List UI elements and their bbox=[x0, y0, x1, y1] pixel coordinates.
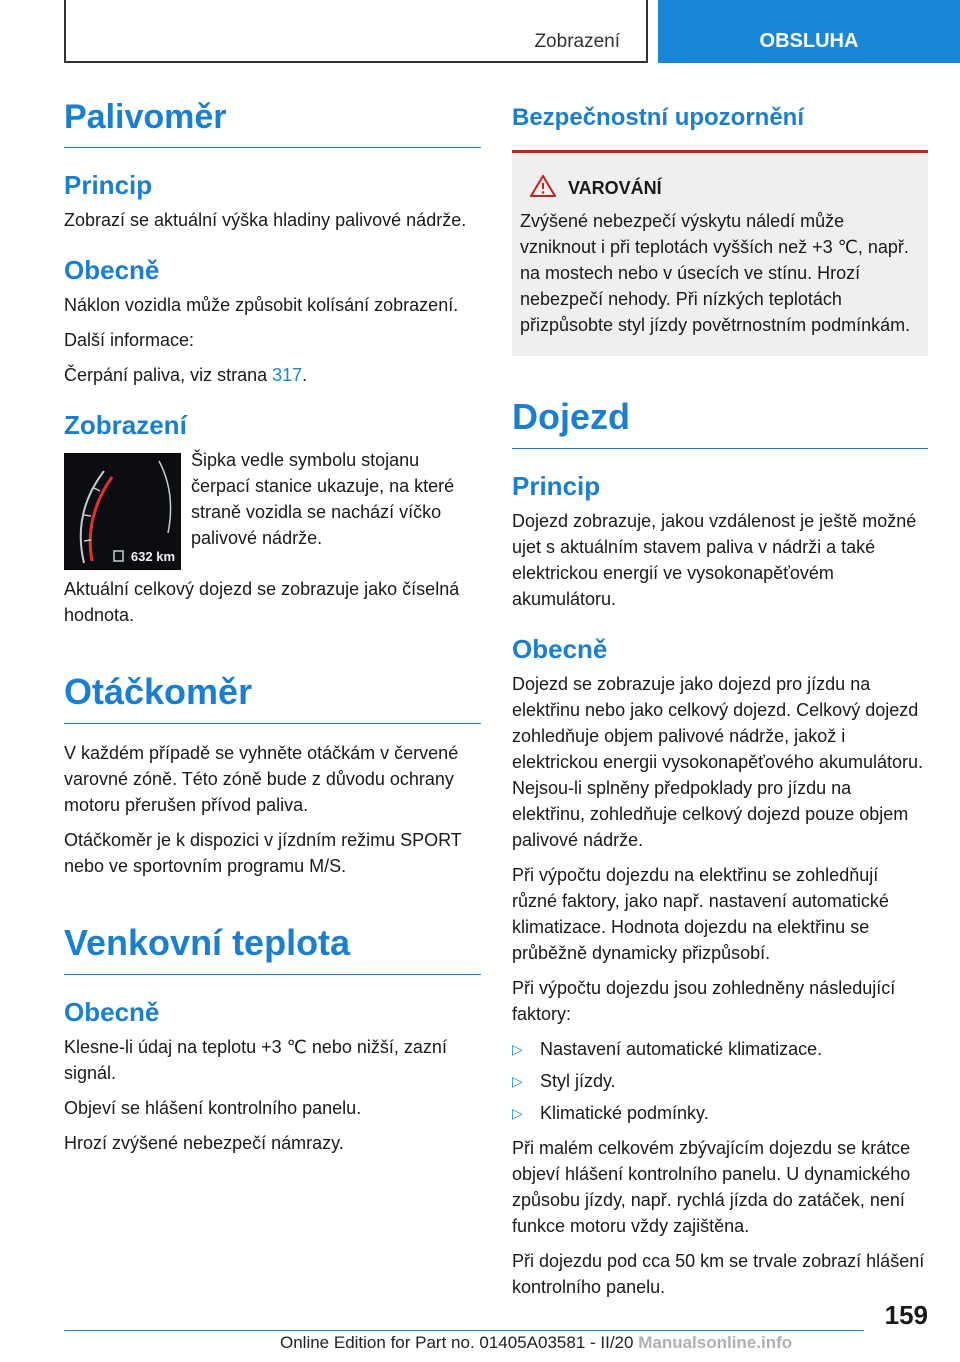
dojezd-text-after1: Při malém celkovém zbývajícím dojezdu se krátce objeví hlášení kontrolního panelu. U dynamického způsobu jízdy, např. rychlá jízda do zatáček, není funkce motoru vždy zajištěna. bbox=[512, 1138, 911, 1236]
list-item: ▷ Nastavení automatické klimatizace. bbox=[512, 1036, 928, 1062]
right-column bbox=[512, 104, 928, 1309]
palivomer-title: Palivoměr bbox=[64, 98, 481, 148]
page-link-317[interactable]: 317 bbox=[272, 365, 303, 385]
venkovni-text1: Klesne-li údaj na teplotu +3 ℃ nebo nižší, zazní signál. bbox=[64, 1037, 447, 1083]
dojezd-obecne-text1: Dojezd se zobrazuje jako dojezd pro jízdu na elektřinu nebo jako celkový dojezd. Celkový dojezd zohledňuje objem palivové nádrže, jakož i elektrickou energii vysokonapěťového akumulátoru. Nejsou-li splněny předpoklady pro jízdu na elektřinu, zohledňuje celkový dojezd pouze objem palivové nádrže. bbox=[512, 674, 923, 850]
palivomer-princip-heading: Princip bbox=[64, 170, 153, 200]
dojezd-text-after2: Při dojezdu pod cca 50 km se trvale zobrazí hlášení kontrolního panelu. bbox=[512, 1251, 925, 1297]
factor-list bbox=[512, 1036, 928, 1126]
list-item: ▷ Styl jízdy. bbox=[512, 1068, 928, 1094]
palivomer-zobrazeni-heading: Zobrazení bbox=[64, 410, 187, 440]
otackomer-text1: V každém případě se vyhněte otáčkám v červené varovné zóně. Této zóně bude z důvodu ochrany motoru přerušen přívod paliva. bbox=[64, 743, 459, 815]
palivomer-obecne-text3 bbox=[64, 362, 481, 388]
otackomer-text2: Otáčkoměr je k dispozici v jízdním režimu SPORT nebo ve sportovním programu M/S. bbox=[64, 830, 462, 876]
triangle-bullet-icon: ▷ bbox=[512, 1105, 523, 1121]
venkovni-obecne-heading: Obecně bbox=[64, 997, 160, 1027]
palivomer-zobrazeni-text1: Šipka vedle symbolu stojanu čerpací stanice ukazuje, na které straně vozidla se nachází víčko palivové nádrže. bbox=[191, 450, 455, 548]
palivomer-obecne-text1: Náklon vozidla může způsobit kolísání zobrazení. bbox=[64, 295, 459, 315]
footer-divider bbox=[64, 1330, 864, 1331]
dojezd-title: Dojezd bbox=[512, 396, 928, 449]
gauge-range-readout: 632 km bbox=[130, 549, 175, 564]
otackomer-title: Otáčkoměr bbox=[64, 671, 481, 724]
warning-label: VAROVÁNÍ bbox=[568, 178, 662, 198]
warning-triangle-icon bbox=[530, 175, 556, 202]
fuel-gauge-image bbox=[64, 453, 181, 570]
dojezd-obecne-heading: Obecně bbox=[512, 634, 608, 664]
palivomer-obecne-text2: Další informace: bbox=[64, 330, 195, 350]
dojezd-obecne-text3: Při výpočtu dojezdu jsou zohledněny následující faktory: bbox=[512, 978, 896, 1024]
venkovni-title: Venkovní teplota bbox=[64, 922, 481, 975]
footer-watermark: Manualsonline.info bbox=[638, 1333, 793, 1352]
palivomer-princip-text: Zobrazí se aktuální výška hladiny palivové nádrže. bbox=[64, 210, 467, 230]
venkovni-text2: Objeví se hlášení kontrolního panelu. bbox=[64, 1098, 362, 1118]
triangle-bullet-icon: ▷ bbox=[512, 1041, 523, 1057]
palivomer-obecne-heading: Obecně bbox=[64, 255, 160, 285]
fuel-refill-text-end: . bbox=[302, 365, 308, 385]
bezpecnost-title: Bezpečnostní upozornění bbox=[512, 104, 805, 131]
warning-header bbox=[520, 175, 920, 202]
footer bbox=[280, 1333, 792, 1353]
dojezd-obecne-text2: Při výpočtu dojezdu na elektřinu se zohledňují různé faktory, jako např. nastavení automatické klimatizace. Hodnota dojezdu na elektřinu se průběžně dynamicky přizpůsobí. bbox=[512, 865, 889, 963]
list-item: ▷ Klimatické podmínky. bbox=[512, 1100, 928, 1126]
dojezd-princip-heading: Princip bbox=[512, 471, 601, 501]
footer-edition: Online Edition for Part no. 01405A03581 - II/20 bbox=[280, 1333, 634, 1352]
warning-text: Zvýšené nebezpečí výskytu náledí může vzniknout i při teplotách vyšších než +3 ℃, např. na mostech nebo v úsecích ve stínu. Hrozí nebezpečí nehody. Při nízkých teplotách přizpůsobte styl jízdy povětrnostním podmínkám. bbox=[520, 211, 911, 335]
palivomer-zobrazeni-text2: Aktuální celkový dojezd se zobrazuje jako číselná hodnota. bbox=[64, 579, 460, 625]
header-section-title: Zobrazení bbox=[534, 31, 620, 52]
fuel-refill-text: Čerpání paliva, viz strana bbox=[64, 365, 268, 385]
dojezd-princip-text: Dojezd zobrazuje, jakou vzdálenost je ještě možné ujet s aktuálním stavem paliva v nádrži a také elektrickou energií ve vysokonapěťovém akumulátoru. bbox=[512, 511, 917, 609]
warning-box bbox=[512, 153, 928, 356]
left-column bbox=[64, 98, 481, 1165]
header-section-box bbox=[64, 0, 648, 63]
venkovni-text3: Hrozí zvýšené nebezpečí námrazy. bbox=[64, 1133, 344, 1153]
header-chapter-tab[interactable]: OBSLUHA bbox=[658, 0, 960, 63]
triangle-bullet-icon: ▷ bbox=[512, 1073, 523, 1089]
page-number: 159 bbox=[884, 1300, 928, 1330]
